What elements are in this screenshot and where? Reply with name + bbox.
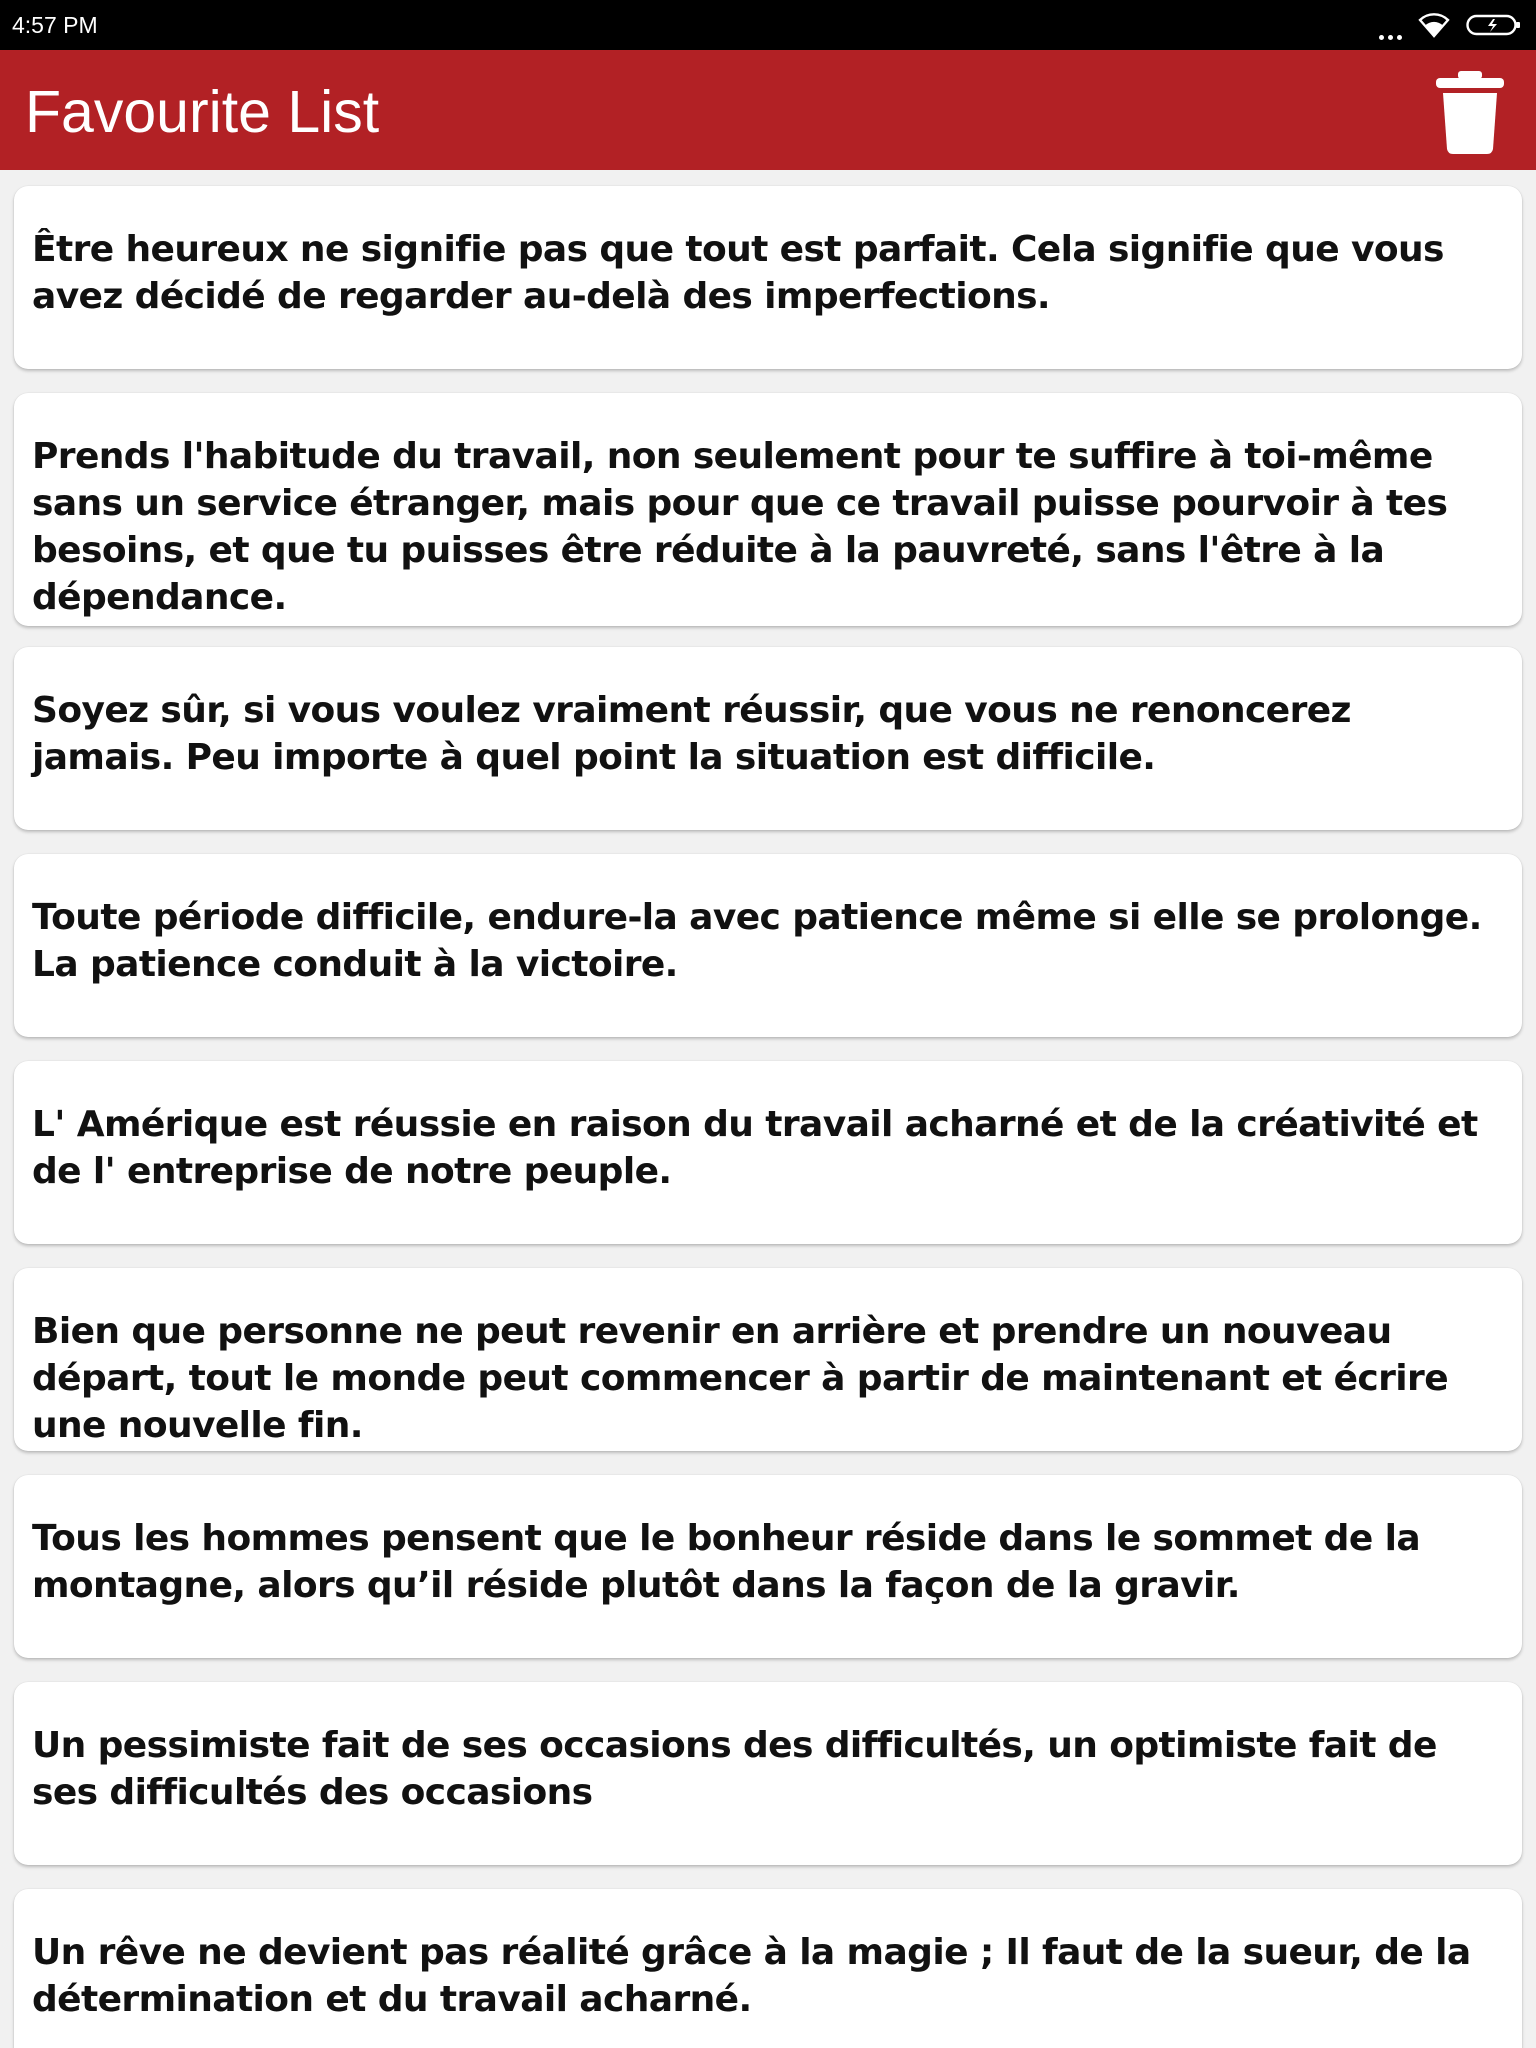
app-bar [0, 50, 1536, 170]
more-dots-icon [1379, 10, 1402, 40]
favourite-list [0, 170, 1536, 2048]
quote-card[interactable] [14, 854, 1522, 1037]
quote-text: Un rêve ne devient pas réalité grâce à la magie ; Il faut de la sueur, de la détermination et du travail acharné. [32, 1932, 1471, 2020]
quote-card[interactable] [14, 1682, 1522, 1865]
quote-text: Toute période difficile, endure-la avec patience même si elle se prolonge. La patience conduit à la victoire. [32, 897, 1482, 985]
quote-card[interactable] [14, 393, 1522, 626]
quote-card[interactable] [14, 1061, 1522, 1244]
delete-all-button[interactable] [1424, 66, 1516, 158]
quote-text: Un pessimiste fait de ses occasions des difficultés, un optimiste fait de ses difficultés des occasions [32, 1725, 1437, 1813]
quote-text: Soyez sûr, si vous voulez vraiment réussir, que vous ne renoncerez jamais. Peu importe à quel point la situation est difficile. [32, 690, 1351, 778]
page-title: Favourite List [25, 79, 380, 145]
status-icons [1379, 8, 1522, 42]
quote-text: Bien que personne ne peut revenir en arrière et prendre un nouveau départ, tout le monde peut commencer à partir de maintenant et écrire une nouvelle fin. [32, 1311, 1449, 1446]
quote-card[interactable] [14, 1475, 1522, 1658]
quote-text: Prends l'habitude du travail, non seulement pour te suffire à toi-même sans un service étranger, mais pour que ce travail puisse pourvoir à tes besoins, et que tu puisses être réduite à la pauvreté, sans l'être à la dépendance. [32, 436, 1448, 618]
quote-text: Tous les hommes pensent que le bonheur réside dans le sommet de la montagne, alors qu’il réside plutôt dans la façon de la gravir. [32, 1518, 1421, 1606]
quote-card[interactable] [14, 1268, 1522, 1451]
status-time: 4:57 PM [12, 12, 98, 38]
quote-card[interactable] [14, 1889, 1522, 2048]
quote-text: Être heureux ne signifie pas que tout est parfait. Cela signifie que vous avez décidé de regarder au-delà des imperfections. [32, 229, 1444, 317]
wifi-icon [1418, 12, 1450, 38]
quote-text: L' Amérique est réussie en raison du travail acharné et de la créativité et de l' entreprise de notre peuple. [32, 1104, 1478, 1192]
quote-card[interactable] [14, 186, 1522, 369]
quote-card[interactable] [14, 647, 1522, 830]
status-bar [0, 0, 1536, 50]
trash-icon [1430, 69, 1510, 155]
battery-icon [1466, 14, 1522, 36]
